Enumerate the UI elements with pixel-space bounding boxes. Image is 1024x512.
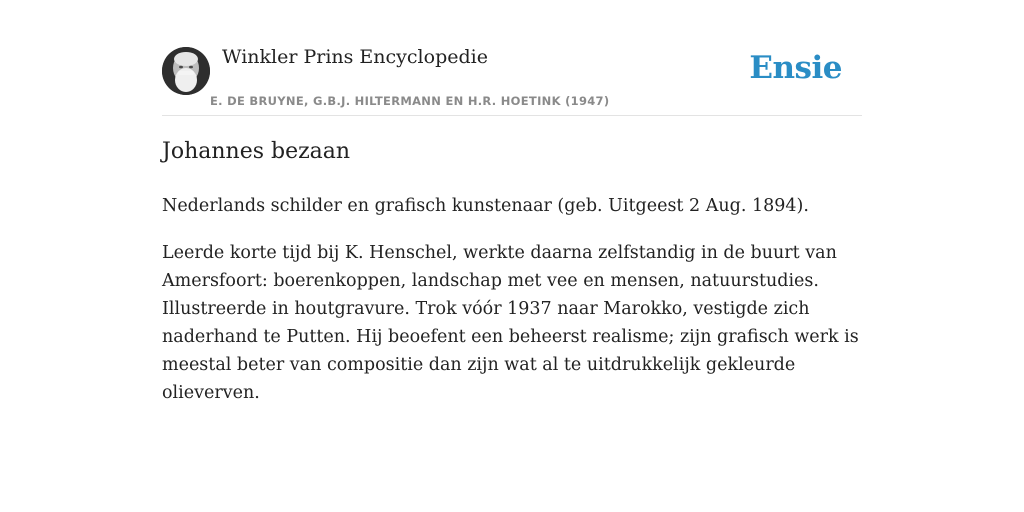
page-content <box>162 0 862 403</box>
bearded-man-portrait-icon <box>162 47 210 95</box>
source-header <box>162 0 862 116</box>
source-title[interactable]: Winkler Prins Encyclopedie <box>222 46 488 68</box>
author-avatar[interactable] <box>162 47 210 95</box>
source-authors: E. DE BRUYNE, G.B.J. HILTERMANN EN H.R. HOETINK (1947) <box>210 94 610 108</box>
article-title: Johannes bezaan <box>162 139 351 164</box>
article-paragraph: Nederlands schilder en grafisch kunstenaar (geb. Uitgeest 2 Aug. 1894). <box>162 196 809 216</box>
ensie-logo-link[interactable]: Ensie <box>749 50 842 86</box>
article-paragraph: Leerde korte tijd bij K. Henschel, werkte daarna zelfstandig in de buurt van Amersfoort: boerenkoppen, landschap met vee en mensen, natuurstudies. Illustreerde in houtgravure. Trok vóór 1937 naar Marokko, vestigde zich naderhand te Putten. Hij beoefent een beheerst realisme; zijn grafisch werk is meestal beter van compositie dan zijn wat al te uitdrukkelijk gekleurde olieverven. <box>162 243 859 403</box>
